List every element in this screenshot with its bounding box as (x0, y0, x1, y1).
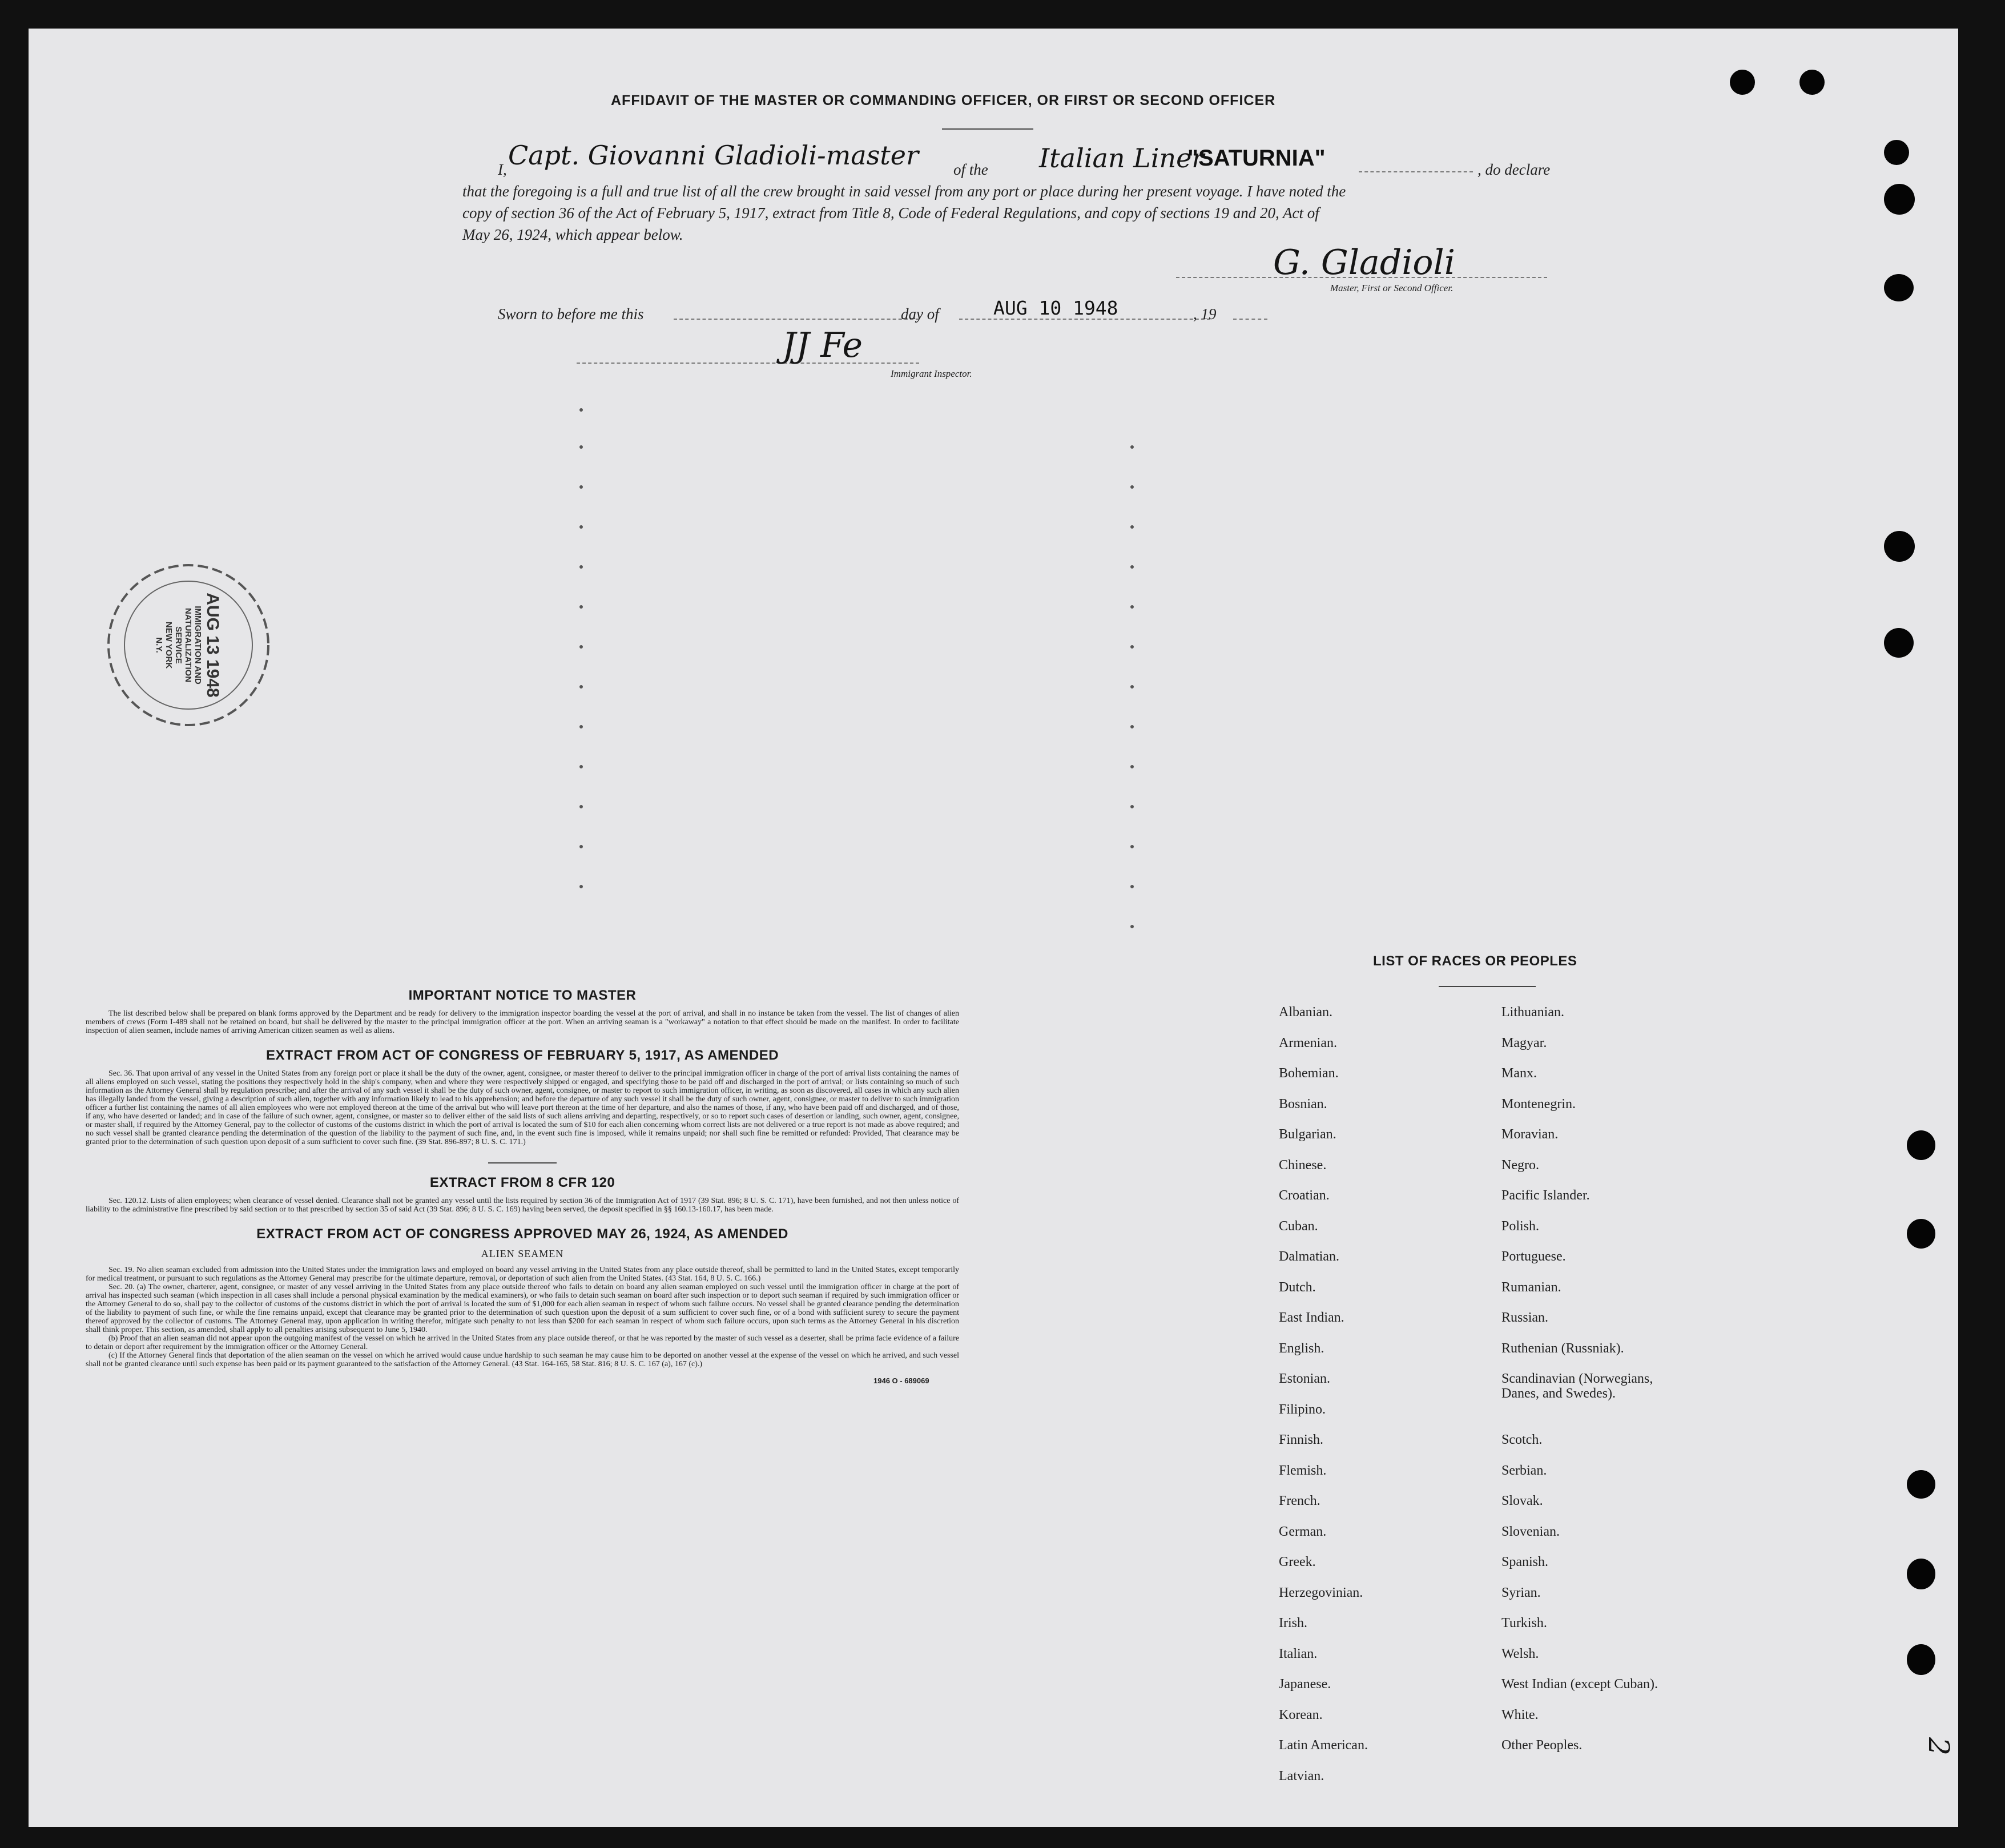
race-item: French. (1279, 1493, 1320, 1508)
race-item: Croatian. (1279, 1188, 1330, 1203)
race-item: Ruthenian (Russniak). (1501, 1340, 1624, 1356)
race-item: Rumanian. (1501, 1279, 1561, 1295)
tick-mark (1130, 765, 1134, 768)
extract-1924-sec20c: (c) If the Attorney General finds that deportation of the alien seaman on the vessel on which he arrived would cause undue hardship to such seaman he may cause him to be deported on another vessel at the expense of the vessel on which he arrived, and such vessel shall not be granted clearance until such expense has been paid or its payment guaranteed to the satisfaction of the Attorney General. (43 Stat. 164-165, 58 Stat. 816; 8 U. S. C. 167 (a), 167 (c).) (86, 1351, 959, 1368)
year-fill-line (1233, 319, 1267, 320)
tick-mark (579, 485, 583, 489)
extract-1924-subtitle: ALIEN SEAMEN (481, 1248, 564, 1259)
tick-mark (579, 445, 583, 449)
race-item: English. (1279, 1340, 1324, 1356)
race-item: Other Peoples. (1501, 1738, 1583, 1753)
punch-hole-icon (1884, 628, 1914, 658)
race-item: Herzegovinian. (1279, 1585, 1363, 1600)
stamp-line-3: SERVICE (174, 626, 184, 664)
race-item: Greek. (1279, 1555, 1316, 1569)
tick-mark (579, 685, 583, 689)
tick-mark (579, 408, 583, 412)
tick-mark (1130, 845, 1134, 848)
race-item: Syrian. (1501, 1585, 1541, 1600)
punch-hole-icon (1907, 1559, 1935, 1589)
extract-8cfr-title: EXTRACT FROM 8 CFR 120 (429, 1175, 615, 1190)
stamp-line-2: NATURALIZATION (183, 607, 194, 683)
race-item: Turkish. (1501, 1616, 1547, 1630)
punch-hole-icon (1907, 1644, 1935, 1675)
day-fill-line (674, 319, 919, 320)
race-item: Albanian. (1279, 1005, 1332, 1020)
race-item: Korean. (1279, 1707, 1323, 1722)
race-item: Scotch. (1501, 1432, 1543, 1447)
divider (488, 1162, 557, 1163)
race-item: Manx. (1501, 1066, 1537, 1081)
tick-mark (1130, 605, 1134, 609)
tick-mark (1130, 925, 1134, 928)
extract-1924-sec19: Sec. 19. No alien seaman excluded from admission into the United States under the immigration laws and employed on board any vessel arriving in the United States from any place outside thereof, shall be permitted to land in the United States, except temporarily for medical treatment, or pursuant to such regulations as the Attorney General may prescribe for the ultimate departure, removal, or deportation of such alien from the United States. (43 Stat. 164, 8 U. S. C. 166.) (86, 1266, 959, 1283)
race-item: Irish. (1279, 1616, 1307, 1630)
tick-mark (579, 725, 583, 728)
race-item: Portuguese. (1501, 1249, 1566, 1264)
punch-hole-icon (1907, 1470, 1935, 1499)
tick-mark (1130, 725, 1134, 728)
of-the-label: of the (953, 161, 988, 178)
sworn-label: Sworn to before me this (498, 305, 644, 323)
document-page (29, 29, 1958, 1827)
extract-1924-title: EXTRACT FROM ACT OF CONGRESS APPROVED MAY 26, 1924, AS AMENDED (256, 1226, 788, 1242)
tick-mark (579, 645, 583, 649)
tick-mark (1130, 485, 1134, 489)
i-label: I, (498, 161, 507, 178)
race-item: Dutch. (1279, 1279, 1316, 1295)
punch-hole-icon (1907, 1219, 1935, 1249)
tick-mark (579, 885, 583, 888)
tick-mark (1130, 685, 1134, 689)
affidavit-line-4: May 26, 1924, which appear below. (462, 226, 683, 243)
stamp-line-4: NEW YORK (164, 621, 174, 669)
race-item: White. (1501, 1707, 1539, 1722)
declare-text: , do declare (1477, 161, 1551, 178)
stamp-line-1: IMMIGRATION AND (193, 606, 203, 685)
race-item: Finnish. (1279, 1432, 1324, 1447)
inspector-caption: Immigrant Inspector. (891, 368, 972, 379)
race-item: West Indian (except Cuban). (1501, 1677, 1658, 1692)
notices-column (86, 988, 959, 1385)
race-item: Negro. (1501, 1157, 1539, 1173)
stamp-text-block (103, 559, 274, 731)
tick-mark (579, 845, 583, 848)
race-item: Serbian. (1501, 1463, 1547, 1478)
punch-hole-icon (1884, 140, 1909, 165)
extract-8cfr-body: Sec. 120.12. Lists of alien employees; when clearance of vessel denied. Clearance shall not be granted any vessel until the lists required by section 36 of the Immigration Act of 1917 (39 Stat. 896; 8 U. S. C. 171), have been furnished, and not then unless notice of liability to the administrative fine prescribed by said section or to that prescribed by section 35 of said Act (39 Stat. 896; 8 U. S. C. 169) having been served, the deposit specified in §§ 160.13-160.17, has been made. (86, 1197, 959, 1214)
race-item: Bohemian. (1279, 1066, 1339, 1081)
notice-body: The list described below shall be prepared on blank forms approved by the Department and be ready for delivery to the immigration inspector boarding the vessel at the port of arrival, and shall in no instance be taken from the vessel. The list of changes of alien members of crews (Form I-489 shall not be retained on board, but shall be delivered by the master to the principal immigration officer at the port. When an arriving seaman is a "workaway" a notation to that effect should be made on the manifest. In order to facilitate inspection of alien seamen, include names of arriving American citizen seamen as well as aliens. (86, 1009, 959, 1035)
notice-title: IMPORTANT NOTICE TO MASTER (408, 988, 637, 1003)
race-item: Italian. (1279, 1646, 1318, 1661)
divider (942, 128, 1033, 130)
race-item: Slovenian. (1501, 1524, 1560, 1539)
master-caption: Master, First or Second Officer. (1330, 283, 1454, 293)
punch-hole-icon (1799, 70, 1825, 95)
punch-hole-icon (1884, 531, 1915, 562)
punch-hole-icon (1730, 70, 1755, 95)
extract-1924-sec20b: (b) Proof that an alien seaman did not appear upon the outgoing manifest of the vessel on which he arrived in the United States from any place outside thereof, or that he was reported by the master of such vessel as a deserter, shall be prima facie evidence of a failure to detain or deport after requirement by the immigration officer or the Attorney General. (86, 1334, 959, 1351)
race-item: Moravian. (1501, 1127, 1559, 1142)
punch-hole-icon (1884, 184, 1915, 215)
day-of-label: day of (901, 305, 939, 323)
ship-name: "SATURNIA" (1187, 146, 1326, 171)
race-item: Filipino. (1279, 1402, 1326, 1417)
tick-mark (579, 765, 583, 768)
race-item: Armenian. (1279, 1035, 1337, 1050)
punch-hole-icon (1884, 274, 1914, 301)
extract-1924-sec20a: Sec. 20. (a) The owner, charterer, agent, consignee, or master of any vessel arriving in the United States from any place outside thereof who fails to detain on board any alien seaman employed on such vessel until the immigration officer in charge at the port of arrival has inspected such seaman (which inspection in all cases shall include a personal physical examination by the medical examiners), or who fails to detain such seaman on board after such inspection or to deport such seaman if required by such immigration officer or the Attorney General to do so, shall pay to the collector of customs of the customs district in which the port of arrival is located the sum of $1,000 for each alien seaman in respect of whom such failure occurs. No vessel shall be granted clearance pending the determination of the liability to payment of such fine, or while the fine remains unpaid, except that clearance may be granted prior to the determination of such question upon the deposit of a sum sufficient to cover such fine, or of a bond with sufficient surety to secure the payment thereof approved by the collector of customs. The Attorney General may, upon application in writing therefor, mitigate such penalty to not less than $200 for each seaman in respect of whom such failure occurs, upon such terms as the Attorney General in his discretion shall think proper. This section, as amended, shall apply to all penalties arising subsequent to June 5, 1940. (86, 1283, 959, 1334)
stamp-date: AUG 13 1948 (203, 593, 223, 698)
race-item: East Indian. (1279, 1310, 1344, 1325)
affidavit-line-2: that the foregoing is a full and true list of all the crew brought in said vessel from any port or place during her present voyage. I have noted the (462, 183, 1346, 200)
tick-mark (1130, 445, 1134, 449)
race-item: Russian. (1501, 1310, 1549, 1325)
race-item: Cuban. (1279, 1218, 1318, 1234)
punch-hole-icon (1907, 1130, 1935, 1160)
ship-line-handwritten: Italian Liner (1039, 143, 1205, 174)
tick-mark (1130, 525, 1134, 529)
tick-mark (579, 565, 583, 569)
stamp-line-5: N.Y. (154, 637, 164, 653)
race-item: Latin American. (1279, 1738, 1368, 1753)
race-item: Magyar. (1501, 1035, 1547, 1050)
extract-1917-title: EXTRACT FROM ACT OF CONGRESS OF FEBRUARY 5, 1917, AS AMENDED (265, 1048, 779, 1063)
races-title: LIST OF RACES OR PEOPLES (1373, 953, 1577, 969)
race-item: Bosnian. (1279, 1096, 1327, 1112)
print-code: 1946 O - 689069 (873, 1376, 929, 1385)
tick-mark (579, 805, 583, 808)
race-item: Slovak. (1501, 1493, 1543, 1508)
race-item: Montenegrin. (1501, 1096, 1576, 1112)
tick-mark (1130, 565, 1134, 569)
race-item: Lithuanian. (1501, 1005, 1564, 1020)
race-item: German. (1279, 1524, 1327, 1539)
ins-stamp (103, 559, 274, 731)
extract-1917-body: Sec. 36. That upon arrival of any vessel in the United States from any foreign port or place it shall be the duty of the owner, agent, consignee, or master thereof to deliver to the principal immigration officer in charge of the port of arrival lists containing the names of all aliens employed on such vessel, stating the positions they respectively hold in the ship's company, when and where they were respectively shipped or engaged, and specifying those to be paid off and discharged in the port of arrival; or lists containing so much of such information as the Attorney General shall by regulation prescribe; and after the arrival of any such vessel it shall be the duty of such owner, agent, consignee, or master to report to such immigration officer, in writing, as soon as discovered, all cases in which any such alien has illegally landed from the vessel, giving a description of such alien, together with any information likely to lead to his apprehension; and before the departure of any such vessel it shall be the duty of such owner, agent, consignee, or master to deliver to such immigration officer a further list containing the names of all alien employees who were not employed thereon at the time of the arrival but who will leave port thereon at the time of her departure, and also the names of those, if any, who have been paid off and discharged, and of those, if any, who have deserted or landed; and in case of the failure of such owner, agent, consignee, or master so to deliver either of the said lists of such aliens arriving and departing, respectively, or so to report such cases of desertion or landing, such owner, agent, consignee, or master shall, if required by the Attorney General, pay to the collector of customs of the customs district in which the port of arrival is located the sum of $10 for each alien concerning whom correct lists are not delivered or a true report is not made as above required; and no such vessel shall be granted clearance pending the determination of the question of the liability to the payment of such fine, and, in the event such fine is imposed, while it remains unpaid; nor shall such fine be remitted or refunded: Provided, That clearance may be granted prior to the determination of such question upon deposit of a sum sufficient to cover such fine. (39 Stat. 896-897; 8 U. S. C. 171.) (86, 1069, 959, 1146)
affidavit-line-3: copy of section 36 of the Act of February 5, 1917, extract from Title 8, Code of Federal Regulations, and copy of sections 19 and 20, Act of (462, 204, 1319, 222)
race-item: Bulgarian. (1279, 1127, 1336, 1142)
race-item: Dalmatian. (1279, 1249, 1339, 1264)
year-suffix: , 19 (1193, 305, 1217, 323)
tick-mark (579, 525, 583, 529)
date-stamp: AUG 10 1948 (993, 297, 1118, 319)
inspector-signature: JJ Fe (782, 325, 863, 365)
fill-line (1359, 171, 1473, 172)
divider (1439, 986, 1536, 987)
race-item: Estonian. (1279, 1371, 1330, 1386)
race-item: Chinese. (1279, 1157, 1327, 1173)
master-signature: G. Gladioli (1273, 243, 1455, 283)
race-item: Scandinavian (Norwegians, Danes, and Swedes). (1501, 1371, 1653, 1401)
race-item: Pacific Islander. (1501, 1188, 1590, 1203)
race-item: Japanese. (1279, 1677, 1331, 1692)
race-item: Flemish. (1279, 1463, 1327, 1478)
tick-mark (1130, 885, 1134, 888)
tick-mark (1130, 645, 1134, 649)
race-item: Latvian. (1279, 1768, 1324, 1783)
race-item: Spanish. (1501, 1555, 1549, 1569)
affidavit-title: AFFIDAVIT OF THE MASTER OR COMMANDING OFFICER, OR FIRST OR SECOND OFFICER (611, 92, 1276, 108)
race-item: Welsh. (1501, 1646, 1539, 1661)
race-item: Polish. (1501, 1218, 1540, 1234)
tick-mark (579, 605, 583, 609)
tick-mark (1130, 805, 1134, 808)
master-name-handwritten: Capt. Giovanni Gladioli-master (508, 140, 919, 171)
inspector-signature-line (577, 363, 919, 364)
margin-note: 2 (1922, 1737, 1955, 1756)
